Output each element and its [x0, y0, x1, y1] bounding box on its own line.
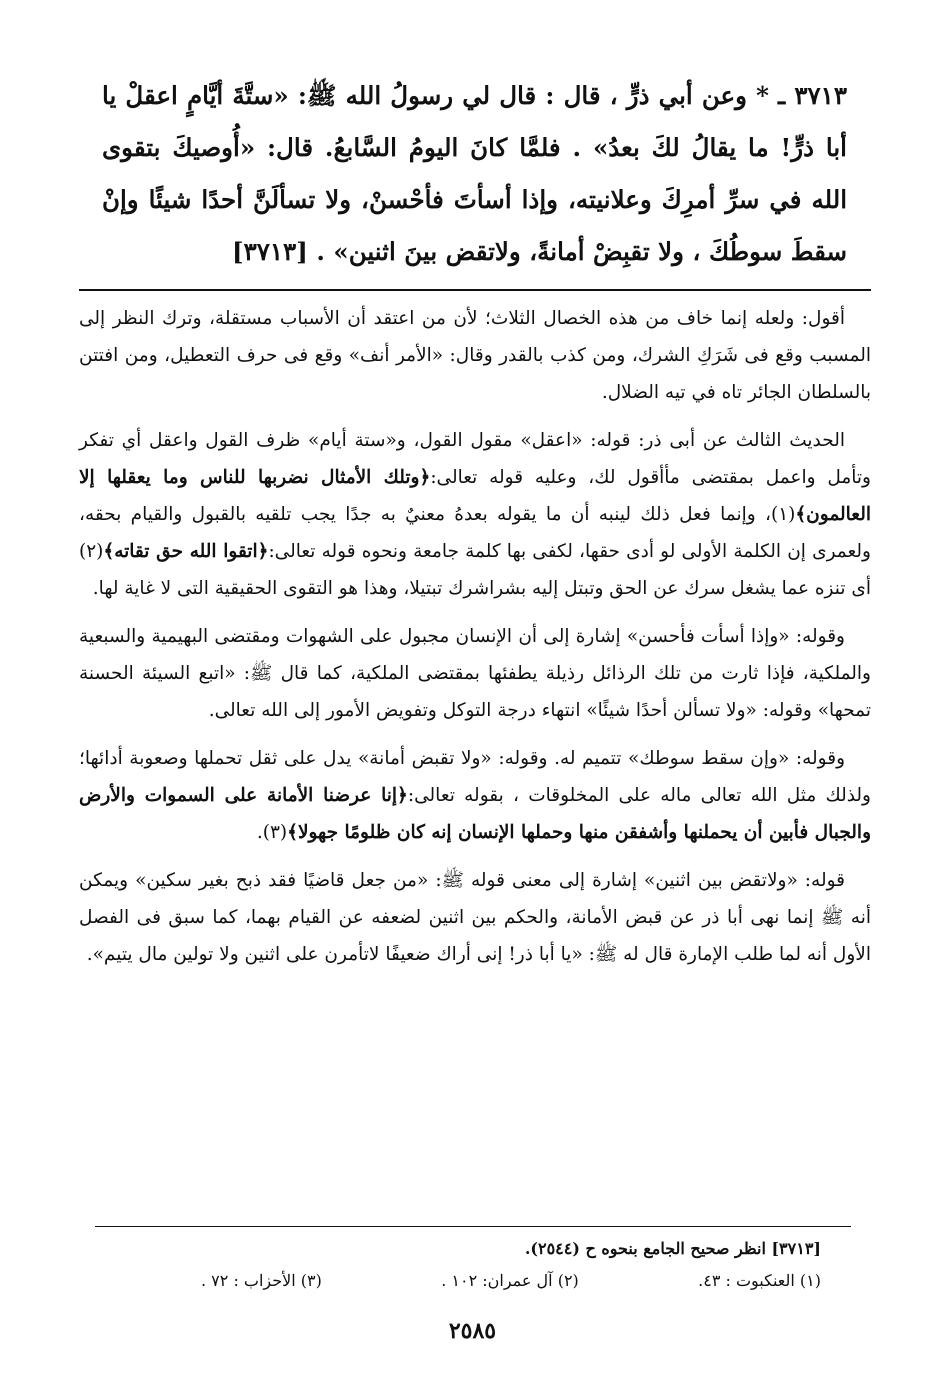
- commentary-paragraph: قوله: «ولاتقض بين اثنين» إشارة إلى معنى قوله ﷺ: «من جعل قاضيًا فقد ذبح بغير سكين» ويمكن أنه ﷺ إنما نهى أبا ذر عن قبض الأمانة، والحكم بين اثنين لضعفه عن القيام بهما، كما سبق فى الفصل الأول أنه لما طلب الإمارة قال له ﷺ: «يا أبا ذر! إنى أراك ضعيفًا لاتأمرن على اثنين ولا تولين مال يتيم».: [79, 870, 871, 965]
- footnote-ref: (٢) آل عمران: ١٠٢ .: [441, 1271, 579, 1290]
- commentary: [79, 300, 871, 984]
- commentary-text: الحديث الثالث عن أبى ذر: قوله: «اعقل» مقول القول، و«ستة أيام» ظرف القول واعقل أي تفكر وتأمل واعمل بمقتضى مأأقول لك، وعليه قوله تعالى:: [79, 430, 871, 488]
- commentary-text: وقوله: «وإن سقط سوطك» تتميم له. وقوله: «ولا تقبض أمانة» يدل على ثقل تحملها وصعوبة أدائها؛ ولذلك مثل الله تعالى ماله على المخلوقات ، بقوله تعالى:: [79, 748, 871, 806]
- commentary-text: (٣).: [256, 822, 288, 843]
- commentary-paragraph: وقوله: «وإذا أسأت فأحسن» إشارة إلى أن الإنسان مجبول على الشهوات ومقتضى البهيمية والسبعية والملكية، فإذا ثارت من تلك الرذائل رذيلة يطفئها بمقتضى الملكية، كما قال ﷺ: «اتبع السيئة الحسنة تمحها» وقوله: «ولا تسألن أحدًا شيئًا» انتهاء درجة التوكل وتفويض الأمور إلى الله تعالى.: [79, 626, 871, 721]
- footnote-source: [٣٧١٣] انظر صحيح الجامع بنحوه ح (٢٥٤٤).: [524, 1239, 821, 1258]
- commentary-paragraph: أقول: ولعله إنما خاف من هذه الخصال الثلاث؛ لأن من اعتقد أن الأسباب مستقلة، وترك النظر إلى المسبب وقع فى شَرَكِ الشرك، ومن كذب بالقدر وقال: «الأمر أنف» وقع فى حرف التعطيل، ومن افتتن بالسلطان الجائر تاه في تيه الضلال.: [79, 308, 871, 403]
- page-number: ٢٥٨٥: [448, 1318, 497, 1344]
- footnote-separator: [95, 1226, 851, 1227]
- commentary-paragraph: [79, 422, 871, 607]
- commentary-text: (٢) أى تنزه عما يشغل سرك عن الحق وتبتل إليه بشراشرك تبتيلا، وهذا هو التقوى الحقيقية التى لا غاية لها.: [79, 541, 871, 599]
- separator-line: [79, 289, 871, 291]
- footnote-ref: (٣) الأحزاب : ٧٢ .: [201, 1271, 322, 1290]
- footnote-ref: (١) العنكبوت : ٤٣.: [698, 1271, 821, 1290]
- quran-quote: ﴿إنا عرضنا الأمانة على السموات والأرض والجبال فأبين أن يحملنها وأشفقن منها وحملها الإنسان إنه كان ظلومًا جهولا﴾: [79, 785, 871, 843]
- commentary-text: (١)، وإنما فعل ذلك لينبه أن ما يقوله بعدهُ معنيٌ به جدًا يجب تلقيه بالقبول والقيام بحقه، ولعمرى إن الكلمة الأولى لو أدى حقها، لكفى بها كلمة جامعة ونحوه قوله تعالى:: [79, 504, 871, 562]
- footnote-refs: [201, 1268, 821, 1294]
- hadith-text: ٣٧١٣ ـ * وعن أبي ذرٍّ ، قال : قال لي رسولُ الله ﷺ: «ستَّةَ أيَّامٍ اعقلْ يا أبا ذرٍّ! ما يقالُ لكَ بعدُ» . فلمَّا كانَ اليومُ السَّابعُ. قال: «أُوصيكَ بتقوى الله في سرِّ أمرِكَ وعلانيته، وإذا أسأتَ فأحْسنْ، ولا تسألَنَّ أحدًا شيئًا وإنْ سقطَ سوطُكَ ، ولا تقبِضْ أمانةً، ولاتقض بينَ اثنين» . [٣٧١٣]: [102, 81, 847, 266]
- commentary-paragraph: [79, 740, 871, 851]
- quran-quote: ﴿اتقوا الله حق تقاته﴾: [103, 541, 269, 562]
- quran-quote: ﴿وتلك الأمثال نضربها للناس وما يعقلها إلا العالمون﴾: [79, 467, 871, 525]
